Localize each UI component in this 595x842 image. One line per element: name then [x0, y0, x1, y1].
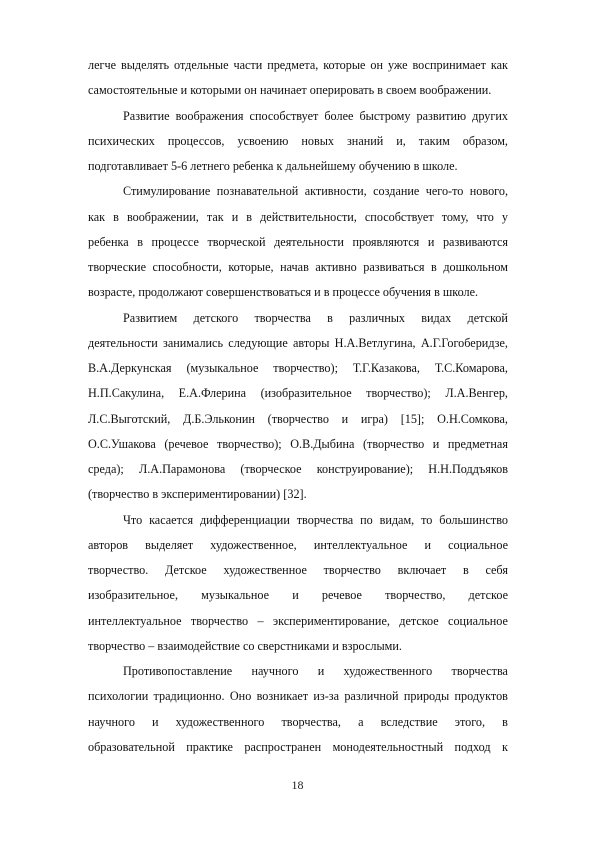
- text-line: [88, 659, 508, 684]
- text-line: [88, 457, 508, 482]
- word: музыкальное: [201, 588, 270, 603]
- word: творческие: [88, 260, 146, 274]
- word: Н.Н.Поддъяков: [428, 462, 508, 476]
- word: быстрому: [359, 108, 411, 123]
- word: социальное: [448, 537, 508, 552]
- text-line: творчество – взаимодействие со сверстниками и взрослыми.: [88, 638, 402, 653]
- word: и: [432, 436, 440, 451]
- word: Детское: [165, 563, 207, 577]
- text-line: [88, 129, 508, 154]
- word: которые,: [228, 260, 274, 274]
- word: познавательной: [216, 184, 299, 199]
- word: В.А.Деркунская: [88, 361, 172, 375]
- word: в: [431, 260, 437, 274]
- word: практике: [186, 739, 233, 754]
- word: изобразительное,: [88, 588, 178, 603]
- word: таким: [418, 133, 450, 148]
- word: создание: [373, 184, 420, 199]
- word: природы: [403, 689, 450, 704]
- word: воображения: [175, 108, 244, 123]
- word: художественное: [223, 563, 307, 577]
- word: творчество);: [273, 361, 338, 375]
- word: в: [502, 714, 508, 729]
- word: вследствие: [380, 714, 438, 729]
- word: развиваются: [442, 234, 508, 249]
- word: видам,: [379, 512, 415, 527]
- word: как: [88, 209, 106, 224]
- word: Т.Г.Казакова,: [352, 361, 420, 375]
- word: О.С.Ушакова: [88, 436, 156, 451]
- word: действительности,: [260, 209, 357, 224]
- word: детского: [193, 310, 239, 325]
- word: экспериментирование,: [272, 613, 390, 628]
- word: творчество.: [88, 563, 149, 577]
- word: творчество);: [366, 386, 431, 401]
- text-line: [88, 104, 508, 129]
- word: начав: [280, 260, 309, 274]
- word: следующие: [228, 335, 288, 350]
- word: тому,: [441, 209, 469, 224]
- text-line: [88, 735, 508, 760]
- word: более: [324, 108, 354, 123]
- word: творчество: [323, 563, 381, 577]
- word: (изобразительное: [260, 386, 352, 401]
- text-line: [88, 205, 508, 230]
- word: авторы: [293, 335, 330, 350]
- word: и: [292, 588, 299, 603]
- word: Л.А.Парамонова: [138, 462, 226, 476]
- word: чего-то: [425, 184, 464, 199]
- text-line: (творчество в экспериментировании) [32].: [88, 487, 307, 502]
- word: (музыкальное: [186, 361, 259, 375]
- word: что: [476, 209, 494, 224]
- word: (творчество: [362, 436, 425, 451]
- word: и: [424, 537, 431, 552]
- word: в: [246, 209, 253, 224]
- word: активности,: [304, 184, 367, 199]
- word: творчество,: [385, 588, 446, 603]
- word: себя: [485, 563, 508, 577]
- text-line: [88, 684, 508, 709]
- word: игра): [360, 411, 388, 426]
- word: дифференциации: [199, 512, 290, 527]
- word: творчества: [254, 310, 311, 325]
- word: (творческое: [240, 462, 302, 476]
- word: психических: [88, 133, 155, 148]
- word: А.Г.Гогоберидзе,: [420, 335, 508, 350]
- word: творчества: [451, 664, 508, 678]
- word: Д.Б.Эльконин: [183, 411, 255, 426]
- word: и: [231, 209, 239, 224]
- word: социальное: [448, 613, 508, 628]
- word: образом,: [462, 133, 508, 148]
- word: Развитием: [123, 310, 178, 325]
- word: так: [206, 209, 224, 224]
- word: в: [113, 209, 119, 224]
- word: выделять: [120, 58, 170, 72]
- word: Оно: [229, 689, 252, 704]
- word: воспринимает: [412, 58, 486, 72]
- document-body: [88, 53, 508, 760]
- word: деятельности: [274, 234, 344, 249]
- word: касается: [149, 512, 194, 527]
- word: в: [327, 310, 333, 325]
- word: выделяет: [145, 537, 194, 552]
- word: он: [370, 58, 383, 72]
- word: Л.А.Венгер,: [445, 386, 508, 401]
- word: процессе: [151, 234, 199, 249]
- word: (творчество: [267, 411, 329, 426]
- word: речевое: [321, 588, 362, 603]
- text-line: подготавливает 5-6 летнего ребенка к дальнейшему обучению в школе.: [88, 159, 458, 173]
- text-line: [88, 331, 508, 356]
- word: по: [360, 512, 373, 527]
- word: (речевое: [164, 436, 209, 451]
- word: Н.А.Ветлугина,: [334, 335, 416, 350]
- word: творчество);: [217, 436, 282, 451]
- word: и: [317, 664, 325, 678]
- word: развиваться: [363, 260, 425, 274]
- word: [15];: [400, 411, 425, 426]
- word: творчества,: [281, 714, 341, 729]
- word: продуктов: [454, 689, 508, 704]
- word: психологии: [88, 689, 149, 704]
- word: детское: [468, 588, 508, 603]
- text-line: [88, 558, 508, 583]
- word: у: [501, 209, 508, 224]
- word: проявляются: [352, 234, 420, 249]
- word: Стимулирование: [123, 184, 211, 199]
- word: которые: [323, 58, 366, 72]
- word: предмета,: [267, 58, 319, 72]
- word: включает: [397, 563, 447, 577]
- word: традиционно.: [153, 689, 225, 704]
- word: уже: [387, 58, 408, 72]
- word: активно: [315, 260, 357, 274]
- text-line: [88, 508, 508, 533]
- word: монодеятельностный: [332, 739, 444, 754]
- word: творческой: [207, 234, 266, 249]
- word: и: [341, 411, 349, 426]
- text-line: [88, 533, 508, 558]
- word: нового,: [469, 184, 508, 199]
- word: способности,: [152, 260, 222, 274]
- word: из-за: [313, 689, 340, 704]
- text-line: самостоятельные и которыми он начинает оперировать в своем воображении.: [88, 83, 492, 98]
- text-line: [88, 407, 508, 432]
- word: других: [472, 108, 508, 123]
- word: распространен: [244, 739, 322, 754]
- word: научного: [88, 714, 135, 729]
- word: усвоению: [237, 133, 289, 148]
- word: и,: [396, 133, 406, 148]
- word: как: [490, 58, 508, 72]
- word: художественного: [343, 664, 433, 678]
- word: образовательной: [88, 739, 175, 754]
- word: художественное,: [210, 537, 297, 552]
- word: знаний: [346, 133, 384, 148]
- word: отдельные: [174, 58, 229, 72]
- text-line: [88, 356, 508, 381]
- word: большинство: [439, 512, 508, 527]
- word: творчества: [296, 512, 354, 527]
- text-line: [88, 306, 508, 331]
- text-line: [88, 609, 508, 634]
- word: –: [257, 613, 264, 628]
- word: предметная: [447, 436, 508, 451]
- word: развитию: [416, 108, 467, 123]
- word: занимались: [163, 335, 224, 350]
- word: легче: [88, 58, 117, 72]
- text-line: [88, 710, 508, 735]
- word: дошкольном: [443, 260, 508, 274]
- text-line: [88, 583, 508, 608]
- word: в: [137, 234, 143, 249]
- word: О.В.Дыбина: [290, 436, 355, 451]
- text-line: [88, 179, 508, 204]
- word: и: [427, 234, 435, 249]
- word: интеллектуальное: [88, 613, 182, 628]
- word: детской: [467, 310, 508, 325]
- word: Н.П.Сакулина,: [88, 386, 165, 401]
- text-line: [88, 432, 508, 457]
- word: различных: [349, 310, 406, 325]
- word: среда);: [88, 462, 124, 476]
- text-line: возрасте, продолжают совершенствоваться и в процессе обучения в школе.: [88, 285, 479, 300]
- word: части: [233, 58, 263, 72]
- word: способствует: [249, 108, 319, 123]
- word: Л.С.Выготский,: [88, 411, 171, 426]
- word: подход: [454, 739, 491, 754]
- word: интеллектуальное: [313, 537, 408, 552]
- word: процессов,: [167, 133, 225, 148]
- word: творчество: [190, 613, 249, 628]
- word: видах: [421, 310, 452, 325]
- word: О.Н.Сомкова,: [437, 411, 508, 426]
- word: этого,: [454, 714, 486, 729]
- word: а: [358, 714, 364, 729]
- word: способствует: [364, 209, 434, 224]
- word: новых: [301, 133, 335, 148]
- word: различной: [344, 689, 399, 704]
- text-line: [88, 53, 508, 78]
- text-line: [88, 230, 508, 255]
- word: то: [421, 512, 433, 527]
- word: возникает: [256, 689, 309, 704]
- text-line: [88, 381, 508, 406]
- word: Что: [123, 512, 143, 527]
- word: Т.С.Комарова,: [434, 361, 508, 375]
- word: детское: [399, 613, 439, 628]
- word: научного: [251, 664, 299, 678]
- word: и: [152, 714, 159, 729]
- word: ребенка: [88, 234, 129, 249]
- word: авторов: [88, 537, 129, 552]
- word: Е.А.Флерина: [178, 386, 247, 401]
- text-line: [88, 255, 508, 280]
- word: Противопоставление: [123, 664, 233, 678]
- word: воображении,: [126, 209, 199, 224]
- word: деятельности: [88, 335, 158, 350]
- word: художественного: [175, 714, 265, 729]
- word: Развитие: [123, 108, 170, 123]
- word: конструирование);: [316, 462, 414, 476]
- page-number: 18: [291, 778, 304, 792]
- word: в: [462, 563, 469, 577]
- word: к: [502, 739, 508, 754]
